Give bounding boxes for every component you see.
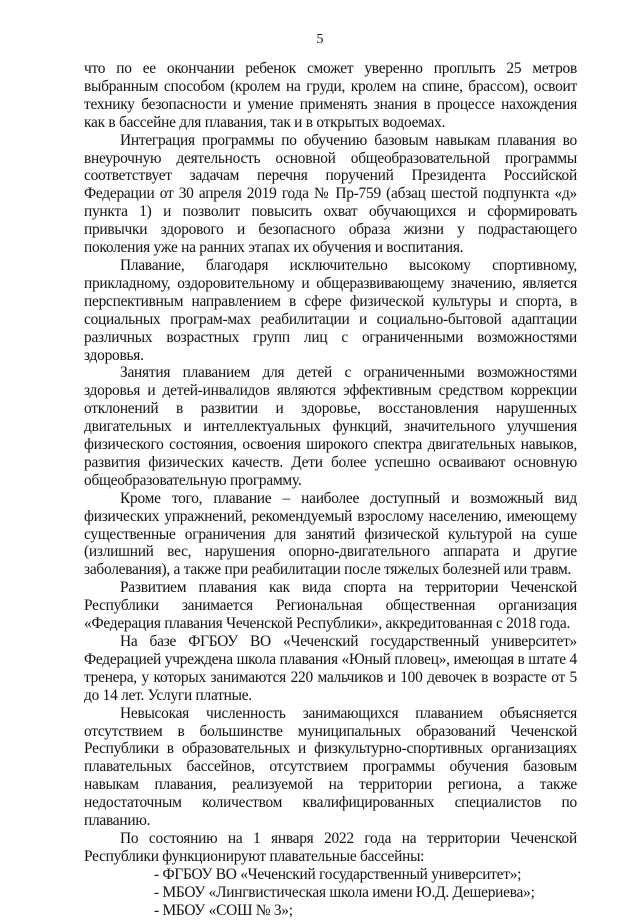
list-item-pool: - МБОУ «СОШ № 3»; — [154, 901, 293, 919]
paragraph-disabled-children: Занятия плаванием для детей с ограниченными возможностями здоровья и детей-инвалидов являются эффективным средством коррекции отклонений в развитии и здоровье, восстановления нарушенных двигательных и интеллектуальных функций, значительного улучшения физического состояния, освоения широкого спектра двигательных навыков, развития физических качеств. Дети более успешно осваивают основную общеобразовательную программу. — [84, 364, 577, 489]
paragraph-swimming-value: Плавание, благодаря исключительно высокому спортивному, прикладному, оздоровительному и общеразвивающему значению, является перспективным направлением в сфере физической культуры и спорта, в социальных програм-мах реабилитации и социально-бытовой адаптации различных возрастных групп лиц с ограниченными возможностями здоровья. — [84, 256, 577, 364]
page-number: 5 — [316, 32, 324, 47]
paragraph-low-participation: Невысокая численность занимающихся плаванием объясняется отсутствием в большинстве муниципальных образований Чеченской Республики в образовательных и физкультурно-спортивных организациях плавательных бассейнов, отсутствием программы обучения базовым навыкам плавания, реализуемой на территории региона, а также недостаточным количеством квалифицированных специалистов по плаванию. — [84, 704, 577, 830]
paragraph-pools-intro: По состоянию на 1 января 2022 года на территории Чеченской Республики функционируют плавательные бассейны: — [84, 829, 577, 865]
list-item-pool: - ФГБОУ ВО «Чеченский государственный университет»; — [154, 865, 522, 883]
paragraph-federation: Развитием плавания как вида спорта на территории Чеченской Республики занимается Региональная общественная организация «Федерация плавания Чеченской Республики», аккредитованная с 2018 года. — [84, 579, 577, 633]
list-item-pool: - МБОУ «Лингвистическая школа имени Ю.Д. Дешериева»; — [154, 883, 535, 901]
paragraph-continuation: что по ее окончании ребенок сможет уверенно проплыть 25 метров выбранным способом (кролем на груди, кролем на спине, брассом), освоит технику безопасности и умение применять знания в процессе нахождения как в бассейне для плавания, так и в открытых водоемах. — [84, 60, 577, 131]
paragraph-integration: Интеграция программы по обучению базовым навыкам плавания во внеурочную деятельность основной общеобразовательной программы соответствует задачам перечня поручений Президента Российской Федерации от 30 апреля 2019 года № Пр-759 (абзац шестой подпункта «д» пункта 1) и позволит повысить охват обучающихся и сформировать привычки здорового и безопасного образа жизни у подрастающего поколения уже на ранних этапах их обучения и воспитания. — [84, 131, 577, 257]
document-body — [84, 60, 577, 920]
paragraph-adult-exercise: Кроме того, плавание – наиболее доступный и возможный вид физических упражнений, рекомендуемый взрослому населению, имеющему существенные ограничения для занятий физической культурой на суше (излишний вес, нарушения опорно-двигательного аппарата и другие заболевания), а также при реабилитации после тяжелых болезней или травм. — [84, 489, 577, 579]
paragraph-swimming-school: На базе ФГБОУ ВО «Чеченский государственный университет» Федерацией учреждена школа плавания «Юный пловец», имеющая в штате 4 тренера, у которых занимаются 220 мальчиков и 100 девочек в возрасте от 5 до 14 лет. Услуги платные. — [84, 633, 577, 704]
